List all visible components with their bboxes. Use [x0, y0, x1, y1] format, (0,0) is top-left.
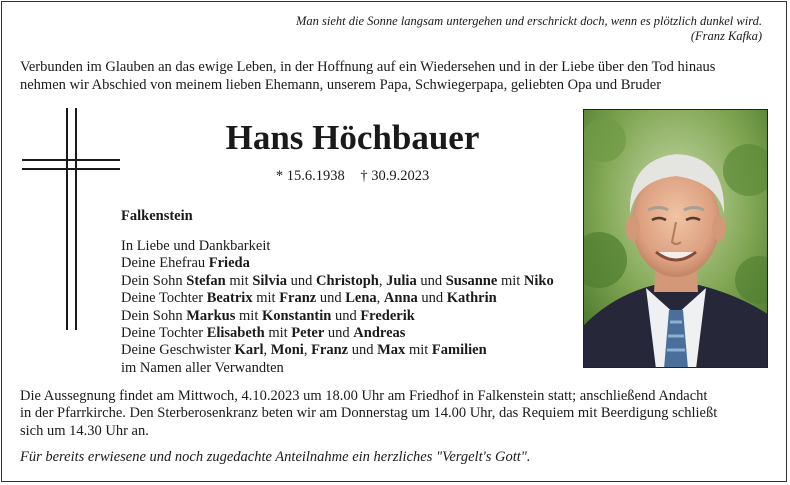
relative-name: Niko: [523, 272, 554, 289]
family-line: [121, 273, 581, 290]
cross-icon: [20, 108, 124, 330]
family-list: [121, 238, 581, 377]
family-line: [121, 325, 581, 342]
relative-name: Karl: [234, 342, 264, 359]
relative-name: Frederik: [360, 307, 415, 324]
family-closing: im Namen aller Verwandten: [121, 359, 284, 376]
family-text: mit: [497, 272, 524, 289]
family-text: und: [348, 342, 378, 359]
birth-date: * 15.6.1938: [275, 168, 345, 184]
thanks-note: Für bereits erwiesene und noch zugedachte Anteilnahme ein herzliches "Vergelt's Gott".: [20, 449, 531, 465]
relative-name: Elisabeth: [206, 325, 265, 342]
relative-name: Silvia: [252, 272, 287, 289]
family-text: mit: [235, 307, 262, 324]
family-text: ,: [378, 272, 387, 289]
family-line: [121, 255, 581, 272]
family-text: Deine Ehefrau: [121, 255, 209, 272]
family-text: mit: [252, 290, 280, 307]
deceased-name: Hans Höchbauer: [225, 118, 480, 157]
relative-name: Beatrix: [206, 290, 253, 307]
family-text: mit: [264, 325, 292, 342]
relative-name: Franz: [279, 290, 317, 307]
relative-name: Moni: [270, 342, 304, 359]
family-text: und: [324, 325, 354, 342]
family-line: [121, 308, 581, 325]
family-line: [121, 342, 581, 359]
relative-name: Lena: [345, 290, 377, 307]
intro-text: [20, 59, 770, 94]
family-text: ,: [376, 290, 384, 307]
motto-author: (Franz Kafka): [690, 29, 762, 43]
relative-name: Konstantin: [262, 307, 332, 324]
relative-name: Stefan: [186, 272, 226, 289]
family-text: und: [316, 290, 346, 307]
family-text: ,: [303, 342, 312, 359]
family-text: mit: [225, 272, 253, 289]
family-line: [121, 290, 581, 307]
relative-name: Familien: [431, 342, 487, 359]
family-opening: In Liebe und Dankbarkeit: [121, 238, 271, 254]
family-text: ,: [263, 342, 271, 359]
portrait-image: [584, 110, 768, 368]
service-info-line: in der Pfarrkirche. Den Sterberosenkranz beten wir am Donnerstag um 14.00 Uhr, das Requiem mit Beerdigung schließt: [20, 405, 718, 422]
motto: [162, 14, 762, 44]
intro-line: Verbunden im Glauben an das ewige Leben, in der Hoffnung auf ein Wiedersehen und in der Liebe über den Tod hinaus: [20, 59, 716, 75]
relative-name: Frieda: [208, 255, 250, 272]
family-text: Deine Geschwister: [121, 342, 235, 359]
place-name: Falkenstein: [121, 208, 193, 224]
life-dates: [130, 167, 575, 185]
relative-name: Christoph: [315, 272, 379, 289]
relative-name: Anna: [383, 290, 418, 307]
relative-name: Franz: [311, 342, 349, 359]
service-info-line: sich um 14.30 Uhr an.: [20, 422, 149, 439]
family-text: Deine Tochter: [121, 325, 207, 342]
family-text: und: [331, 307, 361, 324]
relative-name: Julia: [386, 272, 417, 289]
family-text: und: [416, 272, 446, 289]
relative-name: Markus: [186, 307, 236, 324]
family-text: Deine Tochter: [121, 290, 207, 307]
death-date: † 30.9.2023: [360, 168, 430, 184]
portrait-photo: [583, 109, 768, 368]
family-text: und: [286, 272, 316, 289]
family-text: Dein Sohn: [121, 307, 187, 324]
relative-name: Peter: [291, 325, 325, 342]
service-info-line: Die Aussegnung findet am Mittwoch, 4.10.2023 um 18.00 Uhr am Friedhof in Falkenstein statt; anschließend Andacht: [20, 388, 708, 404]
family-text: mit: [405, 342, 432, 359]
service-info: [20, 388, 775, 440]
relative-name: Susanne: [445, 272, 498, 289]
relative-name: Max: [377, 342, 406, 359]
intro-line: nehmen wir Abschied von meinem lieben Ehemann, unserem Papa, Schwiegerpapa, geliebten Opa und Bruder: [20, 76, 662, 93]
family-text: und: [417, 290, 447, 307]
motto-quote: Man sieht die Sonne langsam untergehen und erschrickt doch, wenn es plötzlich dunkel wird.: [295, 14, 762, 28]
relative-name: Andreas: [353, 325, 406, 342]
relative-name: Kathrin: [446, 290, 497, 307]
family-text: Dein Sohn: [121, 272, 187, 289]
